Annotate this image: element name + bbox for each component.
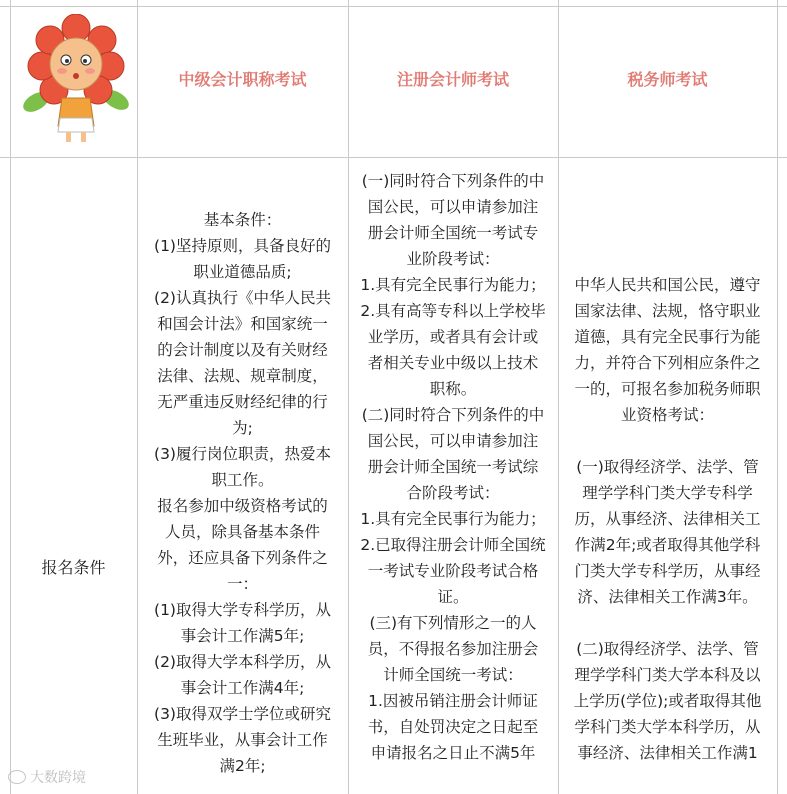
text-line: 中华人民共和国公民，遵守 — [574, 276, 761, 294]
text-line: (二)同时符合下列条件的中 — [361, 406, 545, 424]
flower-mascot-image — [22, 14, 130, 144]
text-line: 道德，具有完全民事行为能 — [574, 328, 761, 346]
text-line: 人员，除具备基本条件 — [164, 523, 320, 541]
text-line: (二)取得经济学、法学、管 — [576, 640, 759, 658]
text-line: (一)同时符合下列条件的中 — [361, 172, 545, 190]
text-line: 作满2年;或者取得其他学科 — [574, 536, 761, 554]
text-line: 法律、法规、规章制度， — [157, 367, 328, 385]
text-line: 事会计工作满4年; — [180, 679, 305, 697]
text-line: 1.具有完全民事行为能力； — [360, 276, 546, 294]
text-line: 职业道德品质; — [193, 263, 292, 281]
text-line: 一的，可报名参加税务师职 — [574, 380, 761, 398]
text-line: 2.具有高等专科以上学校毕 — [360, 302, 546, 320]
text-line: 力，并符合下列相应条件之 — [574, 354, 761, 372]
text-line: 济、法律相关工作满3年。 — [577, 588, 758, 606]
header-mid-level-accounting: 中级会计职称考试 — [178, 70, 307, 89]
text-line: 报名参加中级资格考试的 — [157, 497, 328, 515]
text-line: 国公民，可以申请参加注 — [367, 198, 539, 216]
text-line: 证。 — [437, 588, 469, 606]
text-line: 基本条件： — [203, 211, 282, 229]
text-line — [558, 428, 777, 454]
text-line: 门类大学专科学历，从事经 — [574, 562, 761, 580]
text-line: 事会计工作满5年; — [180, 627, 305, 645]
text-line: 生班毕业，从事会计工作 — [157, 731, 328, 749]
text-line: (3)取得双学士学位或研究 — [154, 705, 331, 723]
text-line: 满2年; — [219, 757, 266, 775]
text-line: 册会计师全国统一考试专 — [367, 224, 539, 242]
text-line: (一)取得经济学、法学、管 — [576, 458, 759, 476]
text-line: 计师全国统一考试： — [383, 666, 523, 684]
text-line: 理学学科门类大学本科及以 — [574, 666, 761, 684]
text-line: 2.已取得注册会计师全国统 — [360, 536, 546, 554]
text-line: 合阶段考试： — [406, 484, 500, 502]
text-line: 理学学科门类大学专科学 — [582, 484, 753, 502]
row-label-eligibility: 报名条件 — [41, 558, 106, 577]
watermark-logo-icon — [8, 770, 26, 784]
text-line: 学科门类大学本科学历，从 — [574, 718, 761, 736]
text-line: 的会计制度以及有关财经 — [157, 341, 328, 359]
grid-line — [777, 0, 778, 794]
text-line: 事经济、法律相关工作满1 — [577, 744, 758, 762]
cell-cpa-conditions — [348, 168, 558, 766]
text-line: 一： — [226, 575, 258, 593]
text-line: 业阶段考试： — [406, 250, 500, 268]
text-line: 国家法律、法规，恪守职业 — [574, 302, 761, 320]
grid-line — [0, 157, 787, 158]
grid-line — [10, 0, 11, 794]
text-line: 国公民，可以申请参加注 — [367, 432, 539, 450]
text-line: (3)履行岗位职责，热爱本 — [154, 445, 331, 463]
text-line: 书，自处罚决定之日起至 — [367, 718, 539, 736]
text-line — [558, 610, 777, 636]
text-line: 为; — [232, 419, 253, 437]
cell-tax-agent-conditions — [558, 272, 777, 766]
watermark — [8, 767, 86, 787]
text-line: 业学历，或者具有会计或 — [367, 328, 539, 346]
text-line: 者相关专业中级以上技术 — [367, 354, 539, 372]
text-line: (2)认真执行《中华人民共 — [154, 289, 331, 307]
text-line: (2)取得大学本科学历，从 — [154, 653, 331, 671]
header-tax-agent-exam: 税务师考试 — [627, 70, 708, 89]
cell-mid-level-conditions — [137, 207, 348, 779]
header-cpa-exam: 注册会计师考试 — [396, 70, 509, 89]
text-line: 一考试专业阶段考试合格 — [367, 562, 539, 580]
text-line: 职称。 — [429, 380, 477, 398]
text-line: 1.因被吊销注册会计师证 — [368, 692, 538, 710]
text-line: (1)坚持原则，具备良好的 — [154, 237, 331, 255]
text-line: 册会计师全国统一考试综 — [367, 458, 539, 476]
text-line: (三)有下列情形之一的人 — [369, 614, 537, 632]
text-line: 职工作。 — [211, 471, 274, 489]
text-line: 员，不得报名参加注册会 — [367, 640, 539, 658]
text-line: 和国会计法》和国家统一 — [157, 315, 328, 333]
text-line: 业资格考试： — [620, 406, 714, 424]
text-line: 外，还应具备下列条件之 — [157, 549, 328, 567]
watermark-text: 大数跨境 — [30, 770, 86, 786]
text-line: 申请报名之日止不满5年 — [370, 744, 536, 762]
text-line: 上学历(学位);或者取得其他 — [573, 692, 762, 710]
text-line: (1)取得大学专科学历，从 — [154, 601, 331, 619]
text-line: 历，从事经济、法律相关工 — [574, 510, 761, 528]
text-line: 1.具有完全民事行为能力； — [360, 510, 546, 528]
text-line: 无严重违反财经纪律的行 — [157, 393, 328, 411]
